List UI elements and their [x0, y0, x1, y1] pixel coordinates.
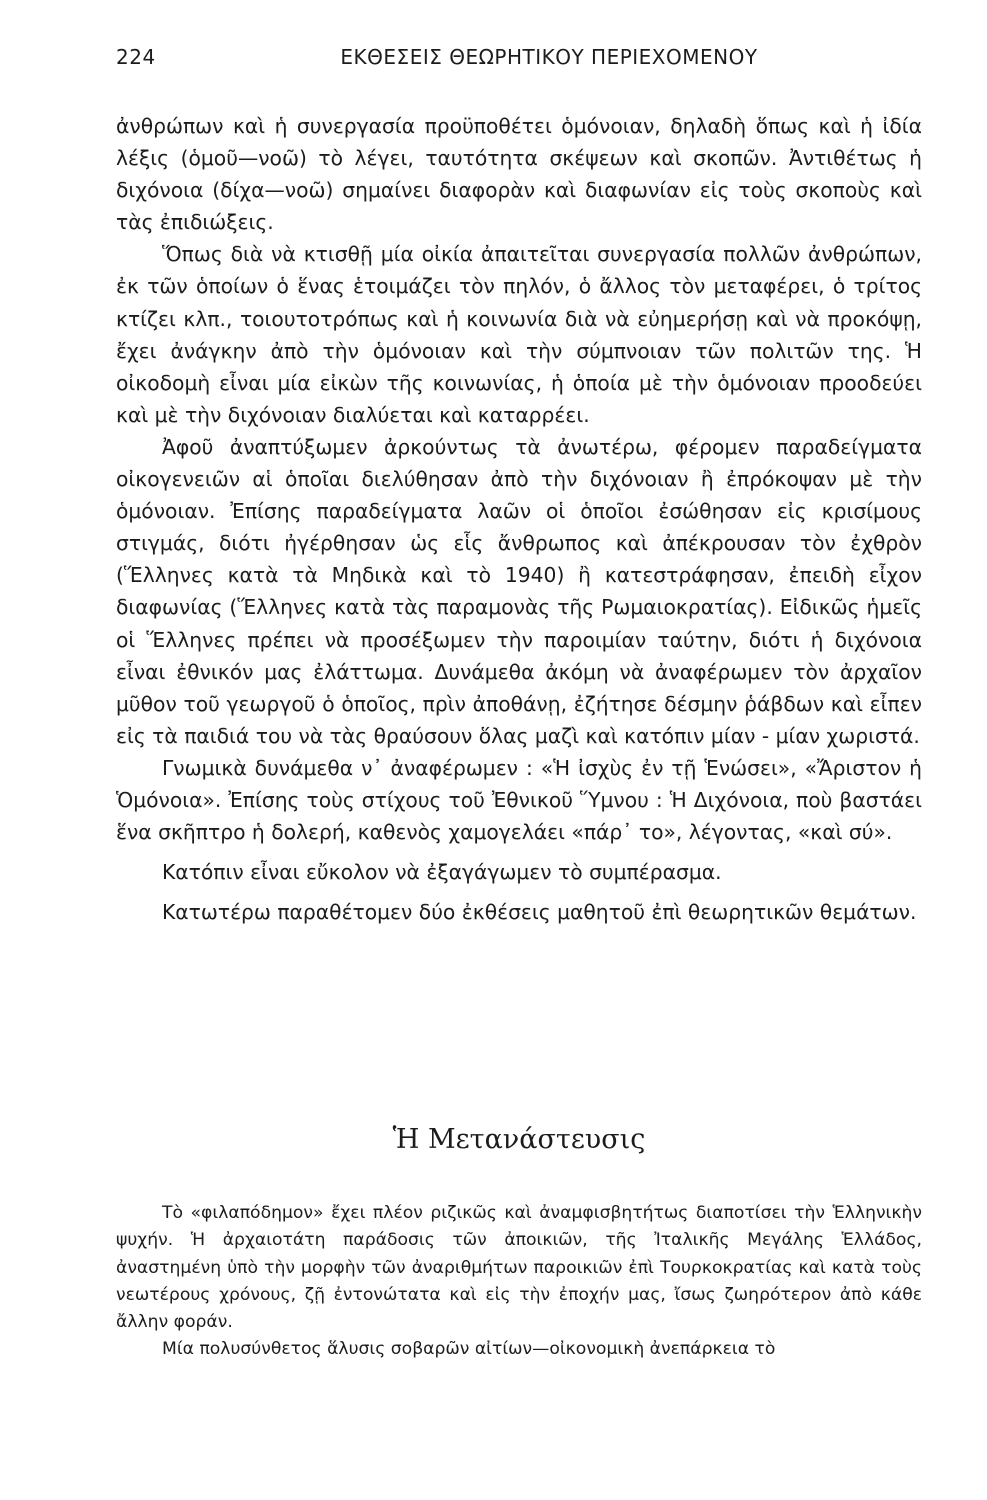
- paragraph: Γνωμικὰ δυνάμεθα ν᾿ ἀναφέρωμεν : «Ἡ ἰσχὺς ἐν τῇ Ἑνώσει», «Ἄριστον ἡ Ὁμόνοια». Ἐπίσης τοὺς στίχους τοῦ Ἐθνικοῦ Ὕμνου : Ἡ Διχόνοια, ποὺ βαστάει ἕνα σκῆπτρο ἡ δολερή, καθενὸς χαμογελάει «πάρ᾿ το», λέγοντας, «καὶ σύ».: [116, 755, 922, 845]
- main-text: [116, 110, 922, 928]
- essay-paragraph: Μία πολυσύνθετος ἅλυσις σοβαρῶν αἰτίων—οἰκονομικὴ ἀνεπάρκεια τὸ: [162, 1339, 776, 1360]
- section-title: Ἡ Μετανάστευσις: [392, 1124, 646, 1155]
- paragraph: Κατόπιν εἶναι εὔκολον νὰ ἐξαγάγωμεν τὸ συμπέρασμα.: [162, 860, 722, 885]
- paragraph: Ὅπως διὰ νὰ κτισθῇ μία οἰκία ἀπαιτεῖται συνεργασία πολλῶν ἀνθρώπων, ἐκ τῶν ὁποίων ὁ ἕνας ἑτοιμάζει τὸν πηλόν, ὁ ἄλλος τὸν μεταφέρει, ὁ τρίτος κτίζει κλπ., τοιουτοτρόπως καὶ ἡ κοινωνία διὰ νὰ εὐημερήσῃ καὶ νὰ προκόψῃ, ἔχει ἀνάγκην ἀπὸ τὴν ὁμόνοιαν καὶ τὴν σύμπνοιαν τῶν πολιτῶν της. Ἡ οἰκοδομὴ εἶναι μία εἰκὼν τῆς κοινωνίας, ἡ ὁποία μὲ τὴν ὁμόνοιαν προοδεύει καὶ μὲ τὴν διχόνοιαν διαλύεται καὶ καταρρέει.: [116, 242, 922, 427]
- essay-text: [116, 1200, 922, 1364]
- running-title: ΕΚΘΕΣΕΙΣ ΘΕΩΡΗΤΙΚΟΥ ΠΕΡΙΕΧΟΜΕΝΟΥ: [340, 45, 758, 69]
- paragraph: Κατωτέρω παραθέτομεν δύο ἐκθέσεις μαθητοῦ ἐπὶ θεωρητικῶν θεμάτων.: [162, 900, 917, 925]
- paragraph: Ἀφοῦ ἀναπτύξωμεν ἀρκούντως τὰ ἀνωτέρω, φέρομεν παραδείγματα οἰκογενειῶν αἱ ὁποῖαι διελύθησαν ἀπὸ τὴν διχόνοιαν ἢ ἐπρόκοψαν μὲ τὴν ὁμόνοιαν. Ἐπίσης παραδείγματα λαῶν οἱ ὁποῖοι ἐσώθησαν εἰς κρισίμους στιγμάς, διότι ἠγέρθησαν ὡς εἷς ἄνθρωπος καὶ ἀπέκρουσαν τὸν ἐχθρὸν (Ἕλληνες κατὰ τὰ Μηδικὰ καὶ τὸ 1940) ἢ κατεστράφησαν, ἐπειδὴ εἶχον διαφωνίας (Ἕλληνες κατὰ τὰς παραμονὰς τῆς Ρωμαιοκρατίας). Εἰδικῶς ἡμεῖς οἱ Ἕλληνες πρέπει νὰ προσέξωμεν τὴν παροιμίαν ταύτην, διότι ἡ διχόνοια εἶναι ἐθνικόν μας ἐλάττωμα. Δυνάμεθα ἀκόμη νὰ ἀναφέρωμεν τὸν ἀρχαῖον μῦθον τοῦ γεωργοῦ ὁ ὁποῖος, πρὶν ἀποθάνῃ, ἐζήτησε δέσμην ῥάβδων καὶ εἶπεν εἰς τὰ παιδιά του νὰ τὰς θραύσουν ὅλας μαζὶ καὶ κατόπιν μίαν - μίαν χωριστά.: [116, 434, 922, 748]
- page-header: [116, 45, 922, 75]
- page-number: 224: [116, 45, 156, 69]
- paragraph: ἀνθρώπων καὶ ἡ συνεργασία προϋποθέτει ὁμόνοιαν, δηλαδὴ ὅπως καὶ ἡ ἰδία λέξις (ὁμοῦ—νοῶ) τὸ λέγει, ταυτότητα σκέψεων καὶ σκοπῶν. Ἀντιθέτως ἡ διχόνοια (δίχα—νοῶ) σημαίνει διαφορὰν καὶ διαφωνίαν εἰς τοὺς σκοποὺς καὶ τὰς ἐπιδιώξεις.: [116, 114, 922, 235]
- essay-paragraph: Τὸ «φιλαπόδημον» ἔχει πλέον ριζικῶς καὶ ἀναμφισβητήτως διαποτίσει τὴν Ἑλληνικὴν ψυχήν. Ἡ ἀρχαιοτάτη παράδοσις τῶν ἀποικιῶν, τῆς Ἰταλικῆς Μεγάλης Ἑλλάδος, ἀναστημένη ὑπὸ τὴν μορφὴν τῶν ἀναριθμήτων παροικιῶν ἐπὶ Τουρκοκρατίας καὶ κατὰ τοὺς νεωτέρους χρόνους, ζῇ ἐντονώτατα καὶ εἰς τὴν ἐποχήν μας, ἴσως ζωηρότερον ἀπὸ κάθε ἄλλην φοράν.: [116, 1203, 922, 1333]
